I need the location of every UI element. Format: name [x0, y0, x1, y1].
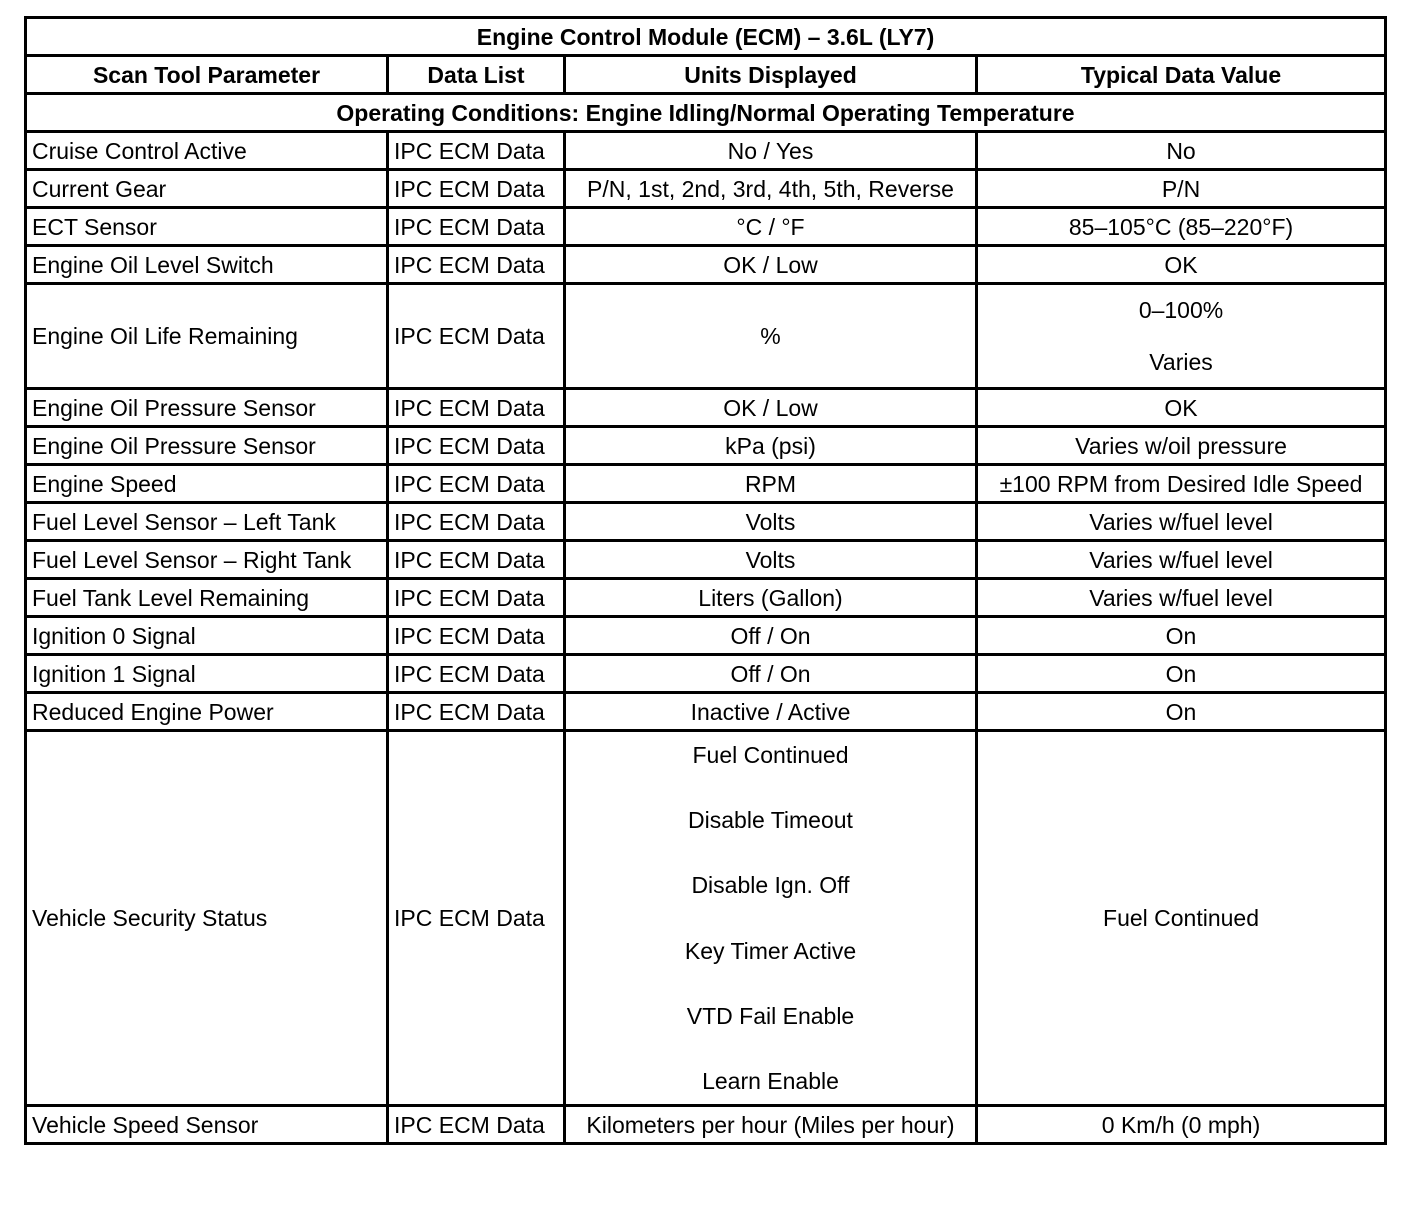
units-cell: RPM — [565, 465, 977, 503]
param-cell: Vehicle Speed Sensor — [26, 1106, 388, 1144]
value-cell: Varies w/oil pressure — [977, 427, 1386, 465]
table-row — [26, 1106, 1386, 1144]
data-list-cell: IPC ECM Data — [388, 655, 565, 693]
value-cell: Fuel Continued — [977, 731, 1386, 1106]
value-cell: On — [977, 655, 1386, 693]
table-title: Engine Control Module (ECM) – 3.6L (LY7) — [26, 18, 1386, 56]
units-cell: °C / °F — [565, 208, 977, 246]
units-cell: OK / Low — [565, 246, 977, 284]
units-cell — [565, 731, 977, 1106]
table-row — [26, 170, 1386, 208]
param-cell: Fuel Level Sensor – Right Tank — [26, 541, 388, 579]
table-row — [26, 503, 1386, 541]
data-list-cell: IPC ECM Data — [388, 170, 565, 208]
data-list-cell: IPC ECM Data — [388, 132, 565, 170]
header-units-displayed: Units Displayed — [565, 56, 977, 94]
units-line: Disable Timeout — [688, 807, 853, 834]
param-cell: Fuel Tank Level Remaining — [26, 579, 388, 617]
header-typical-data-value: Typical Data Value — [977, 56, 1386, 94]
data-list-cell: IPC ECM Data — [388, 1106, 565, 1144]
table-row — [26, 246, 1386, 284]
data-list-cell: IPC ECM Data — [388, 427, 565, 465]
table-row — [26, 731, 1386, 1106]
value-cell — [977, 284, 1386, 389]
data-list-cell: IPC ECM Data — [388, 208, 565, 246]
units-cell: Inactive / Active — [565, 693, 977, 731]
table-row — [26, 208, 1386, 246]
units-cell: Volts — [565, 541, 977, 579]
table-row — [26, 655, 1386, 693]
param-cell: Engine Oil Pressure Sensor — [26, 389, 388, 427]
value-line: 0–100% — [1138, 297, 1224, 323]
param-cell: Reduced Engine Power — [26, 693, 388, 731]
header-data-list: Data List — [388, 56, 565, 94]
value-cell: OK — [977, 389, 1386, 427]
param-cell: Fuel Level Sensor – Left Tank — [26, 503, 388, 541]
table-row — [26, 465, 1386, 503]
units-cell: kPa (psi) — [565, 427, 977, 465]
units-cell: % — [565, 284, 977, 389]
operating-conditions-row — [26, 94, 1386, 132]
table-header-row — [26, 56, 1386, 94]
param-cell: Engine Oil Life Remaining — [26, 284, 388, 389]
units-line: Fuel Continued — [692, 742, 849, 768]
value-cell: 0 Km/h (0 mph) — [977, 1106, 1386, 1144]
param-cell: Ignition 0 Signal — [26, 617, 388, 655]
value-cell: On — [977, 693, 1386, 731]
data-list-cell: IPC ECM Data — [388, 541, 565, 579]
param-cell: Current Gear — [26, 170, 388, 208]
table-row — [26, 427, 1386, 465]
ecm-data-table — [24, 16, 1387, 1145]
value-cell: Varies w/fuel level — [977, 579, 1386, 617]
units-cell: OK / Low — [565, 389, 977, 427]
param-cell: Cruise Control Active — [26, 132, 388, 170]
data-list-cell: IPC ECM Data — [388, 617, 565, 655]
param-cell: Vehicle Security Status — [26, 731, 388, 1106]
value-cell: Varies w/fuel level — [977, 541, 1386, 579]
header-scan-tool-parameter: Scan Tool Parameter — [26, 56, 388, 94]
units-cell: Liters (Gallon) — [565, 579, 977, 617]
table-row — [26, 579, 1386, 617]
table-row — [26, 617, 1386, 655]
units-cell: P/N, 1st, 2nd, 3rd, 4th, 5th, Reverse — [565, 170, 977, 208]
table-row — [26, 284, 1386, 389]
table-row — [26, 541, 1386, 579]
table-title-row — [26, 18, 1386, 56]
value-cell: Varies w/fuel level — [977, 503, 1386, 541]
value-cell: 85–105°C (85–220°F) — [977, 208, 1386, 246]
param-cell: Engine Speed — [26, 465, 388, 503]
units-cell: Off / On — [565, 617, 977, 655]
data-list-cell: IPC ECM Data — [388, 246, 565, 284]
data-list-cell: IPC ECM Data — [388, 731, 565, 1106]
param-cell: ECT Sensor — [26, 208, 388, 246]
table-row — [26, 132, 1386, 170]
units-line: Disable Ign. Off — [691, 872, 850, 899]
units-cell: No / Yes — [565, 132, 977, 170]
param-cell: Engine Oil Pressure Sensor — [26, 427, 388, 465]
operating-conditions: Operating Conditions: Engine Idling/Normal Operating Temperature — [26, 94, 1386, 132]
units-line: VTD Fail Enable — [686, 1002, 855, 1029]
units-cell: Off / On — [565, 655, 977, 693]
param-cell: Ignition 1 Signal — [26, 655, 388, 693]
data-list-cell: IPC ECM Data — [388, 465, 565, 503]
value-cell: P/N — [977, 170, 1386, 208]
data-list-cell: IPC ECM Data — [388, 503, 565, 541]
table-row — [26, 389, 1386, 427]
data-list-cell: IPC ECM Data — [388, 579, 565, 617]
value-line: Varies — [1149, 349, 1213, 375]
data-list-cell: IPC ECM Data — [388, 389, 565, 427]
param-cell: Engine Oil Level Switch — [26, 246, 388, 284]
value-cell: On — [977, 617, 1386, 655]
data-list-cell: IPC ECM Data — [388, 284, 565, 389]
data-list-cell: IPC ECM Data — [388, 693, 565, 731]
table-row — [26, 693, 1386, 731]
value-cell: No — [977, 132, 1386, 170]
value-cell: ±100 RPM from Desired Idle Speed — [977, 465, 1386, 503]
units-line: Learn Enable — [702, 1067, 839, 1094]
units-cell: Kilometers per hour (Miles per hour) — [565, 1106, 977, 1144]
value-cell: OK — [977, 246, 1386, 284]
units-cell: Volts — [565, 503, 977, 541]
units-line: Key Timer Active — [684, 937, 857, 964]
